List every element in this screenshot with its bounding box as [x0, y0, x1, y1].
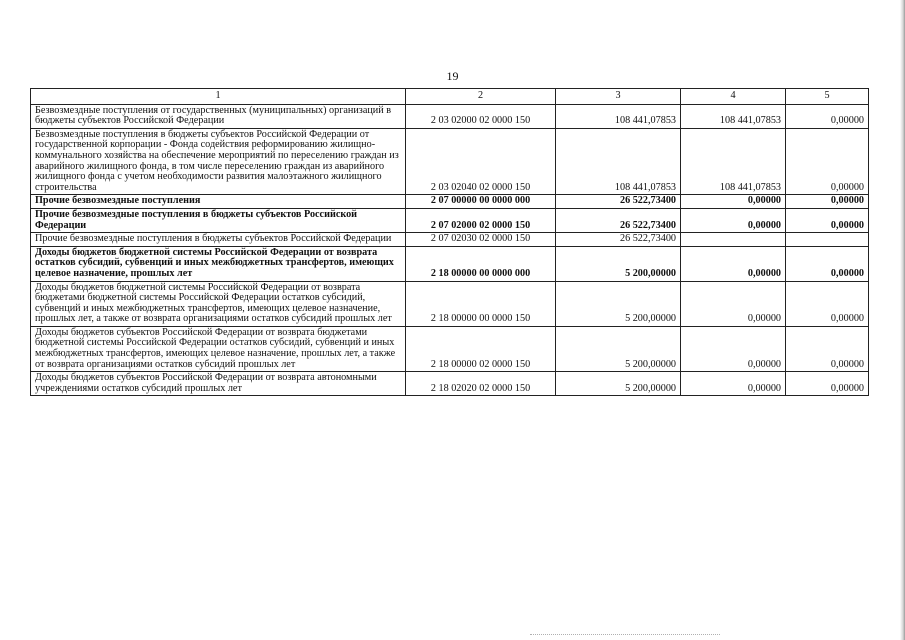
table-row [31, 195, 869, 209]
value-col3-cell: 26 522,73400 [556, 195, 681, 209]
scan-edge-shadow [900, 0, 905, 640]
table-row [31, 233, 869, 247]
column-header-1: 1 [31, 89, 406, 105]
table-header-row [31, 89, 869, 105]
budget-code-cell: 2 07 02030 02 0000 150 [406, 233, 556, 247]
budget-code-cell: 2 07 00000 00 0000 000 [406, 195, 556, 209]
budget-code-cell: 2 18 00000 00 0000 150 [406, 281, 556, 326]
table-row [31, 281, 869, 326]
scan-artifact [530, 634, 720, 638]
revenue-name-cell: Прочие безвозмездные поступления в бюджеты субъектов Российской Федерации [31, 208, 406, 232]
value-col4-cell: 0,00000 [681, 326, 786, 371]
budget-code-cell: 2 18 02020 02 0000 150 [406, 372, 556, 396]
revenue-name-cell: Доходы бюджетов субъектов Российской Федерации от возврата бюджетами бюджетной системы Российской Федерации остатков субсидий, субвенций и иных межбюджетных трансфертов, имеющих целевое назначение, прошлых лет, а также от возврата организациями остатков субсидий прошлых лет [31, 326, 406, 371]
column-header-5: 5 [786, 89, 869, 105]
value-col3-cell: 5 200,00000 [556, 372, 681, 396]
revenue-name-cell: Прочие безвозмездные поступления [31, 195, 406, 209]
value-col3-cell: 5 200,00000 [556, 246, 681, 281]
value-col3-cell: 108 441,07853 [556, 128, 681, 195]
value-col4-cell: 108 441,07853 [681, 128, 786, 195]
value-col3-cell: 26 522,73400 [556, 208, 681, 232]
revenue-name-cell: Безвозмездные поступления в бюджеты субъектов Российской Федерации от государственной корпорации - Фонда содействия реформированию жилищно-коммунального хозяйства на обеспечение мероприятий по переселению граждан из аварийного жилищного фонда, в том числе переселению граждан из аварийного жилищного фонда с учетом необходимости развития малоэтажного жилищного строительства [31, 128, 406, 195]
value-col5-cell: 0,00000 [786, 246, 869, 281]
value-col4-cell [681, 233, 786, 247]
budget-code-cell: 2 03 02000 02 0000 150 [406, 104, 556, 128]
value-col3-cell: 5 200,00000 [556, 326, 681, 371]
value-col5-cell: 0,00000 [786, 208, 869, 232]
column-header-4: 4 [681, 89, 786, 105]
revenue-name-cell: Доходы бюджетов субъектов Российской Федерации от возврата автономными учреждениями остатков субсидий прошлых лет [31, 372, 406, 396]
value-col5-cell: 0,00000 [786, 372, 869, 396]
value-col4-cell: 0,00000 [681, 372, 786, 396]
column-header-2: 2 [406, 89, 556, 105]
value-col5-cell: 0,00000 [786, 104, 869, 128]
budget-revenue-table [30, 88, 869, 396]
revenue-name-cell: Доходы бюджетов бюджетной системы Российской Федерации от возврата бюджетами бюджетной системы Российской Федерации остатков субсидий, субвенций и иных межбюджетных трансфертов, имеющих целевое назначение, прошлых лет, а также от возврата организациями остатков субсидий прошлых лет [31, 281, 406, 326]
table-row [31, 208, 869, 232]
value-col5-cell: 0,00000 [786, 281, 869, 326]
value-col5-cell: 0,00000 [786, 326, 869, 371]
page-number: 19 [446, 69, 459, 83]
value-col4-cell: 108 441,07853 [681, 104, 786, 128]
value-col3-cell: 26 522,73400 [556, 233, 681, 247]
revenue-name-cell: Прочие безвозмездные поступления в бюджеты субъектов Российской Федерации [31, 233, 406, 247]
column-header-3: 3 [556, 89, 681, 105]
value-col4-cell: 0,00000 [681, 208, 786, 232]
revenue-name-cell: Доходы бюджетов бюджетной системы Российской Федерации от возврата остатков субсидий, субвенций и иных межбюджетных трансфертов, имеющих целевое назначение, прошлых лет [31, 246, 406, 281]
table-row [31, 326, 869, 371]
value-col4-cell: 0,00000 [681, 246, 786, 281]
value-col5-cell [786, 233, 869, 247]
value-col4-cell: 0,00000 [681, 281, 786, 326]
budget-code-cell: 2 03 02040 02 0000 150 [406, 128, 556, 195]
table-row [31, 128, 869, 195]
value-col3-cell: 108 441,07853 [556, 104, 681, 128]
table-row [31, 372, 869, 396]
value-col5-cell: 0,00000 [786, 195, 869, 209]
budget-code-cell: 2 18 00000 02 0000 150 [406, 326, 556, 371]
revenue-name-cell: Безвозмездные поступления от государственных (муниципальных) организаций в бюджеты субъектов Российской Федерации [31, 104, 406, 128]
budget-code-cell: 2 18 00000 00 0000 000 [406, 246, 556, 281]
table-row [31, 104, 869, 128]
value-col3-cell: 5 200,00000 [556, 281, 681, 326]
budget-code-cell: 2 07 02000 02 0000 150 [406, 208, 556, 232]
value-col4-cell: 0,00000 [681, 195, 786, 209]
table-row [31, 246, 869, 281]
value-col5-cell: 0,00000 [786, 128, 869, 195]
